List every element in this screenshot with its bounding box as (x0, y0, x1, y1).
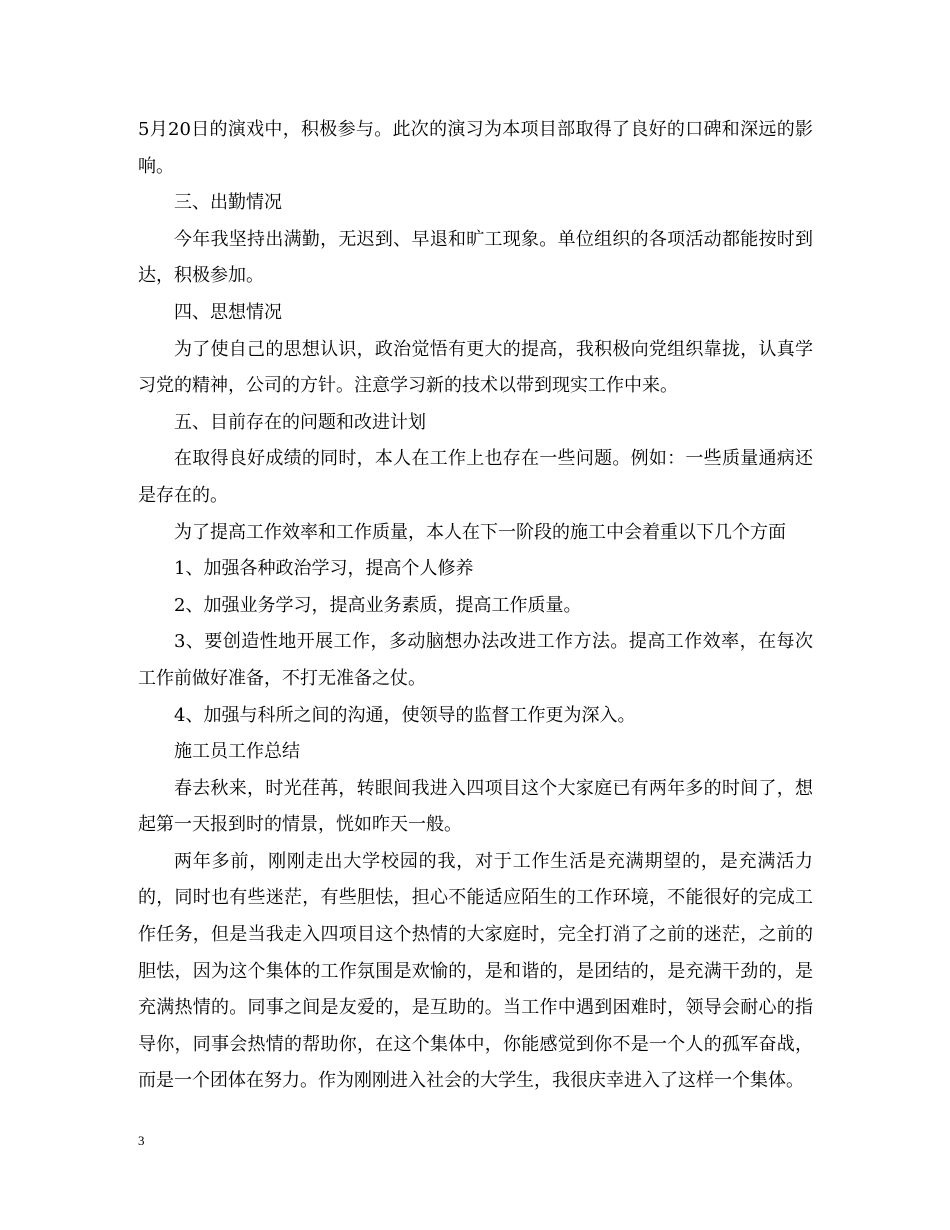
paragraph: 5月20日的演戏中，积极参与。此次的演习为本项目部取得了良好的口碑和深远的影响。 (138, 119, 813, 177)
section-heading: 五、目前存在的问题和改进计划 (174, 411, 426, 433)
list-item: 2、加强业务学习，提高业务素质，提高工作质量。 (174, 594, 582, 616)
section-heading: 三、出勤情况 (174, 192, 282, 214)
paragraph: 两年多前，刚刚走出大学校园的我，对于工作生活是充满期望的，是充满活力的，同时也有些迷茫，有些胆怯，担心不能适应陌生的工作环境，不能很好的完成工作任务，但是当我走入四项目这个热情的大家庭时，完全打消了之前的迷茫，之前的胆怯，因为这个集体的工作氛围是欢愉的，是和谐的，是团结的，是充满干劲的，是充满热情的。同事之间是友爱的，是互助的。当工作中遇到困难时，领导会耐心的指导你，同事会热情的帮助你，在这个集体中，你能感觉到你不是一个人的孤军奋战，而是一个团体在努力。作为刚刚进入社会的大学生，我很庆幸进入了这样一个集体。 (138, 850, 813, 1092)
paragraph: 春去秋来，时光荏苒，转眼间我进入四项目这个大家庭已有两年多的时间了，想起第一天报到时的情景，恍如昨天一般。 (138, 777, 813, 836)
section-heading: 四、思想情况 (174, 301, 282, 323)
page-number: 3 (138, 1133, 145, 1148)
document-body (138, 112, 813, 1100)
section-title: 施工员工作总结 (174, 741, 300, 763)
paragraph: 在取得良好成绩的同时，本人在工作上也存在一些问题。例如：一些质量通病还是存在的。 (138, 448, 813, 506)
paragraph: 今年我坚持出满勤，无迟到、早退和旷工现象。单位组织的各项活动都能按时到达，积极参加。 (138, 228, 813, 287)
paragraph: 为了使自己的思想认识，政治觉悟有更大的提高，我积极向党组织靠拢，认真学习党的精神，公司的方针。注意学习新的技术以带到现实工作中来。 (138, 338, 813, 397)
list-item: 1、加强各种政治学习，提高个人修养 (174, 558, 474, 580)
list-item: 4、加强与科所之间的沟通，使领导的监督工作更为深入。 (174, 704, 636, 726)
paragraph: 为了提高工作效率和工作质量，本人在下一阶段的施工中会着重以下几个方面 (174, 521, 786, 543)
list-item: 3、要创造性地开展工作，多动脑想办法改进工作方法。提高工作效率，在每次工作前做好准备，不打无准备之仗。 (138, 631, 813, 689)
